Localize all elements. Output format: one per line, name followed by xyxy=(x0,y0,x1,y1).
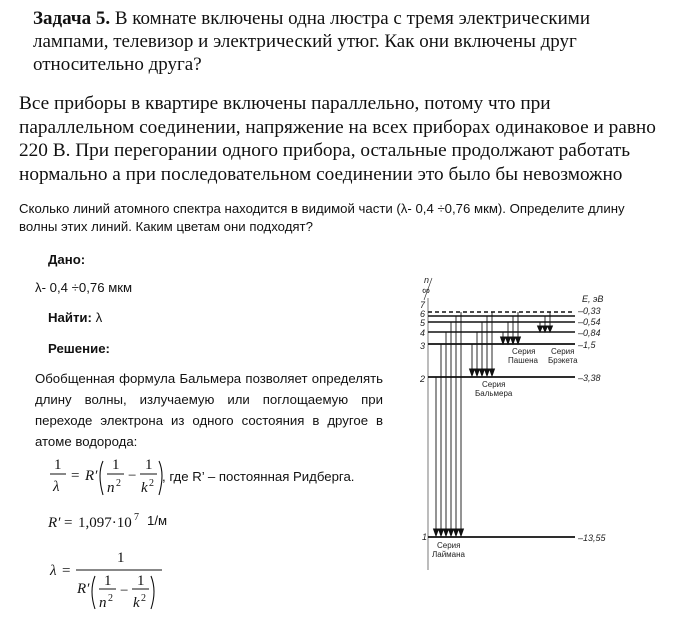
svg-text:−: − xyxy=(128,468,137,484)
rydberg-unit: 1/м xyxy=(147,513,168,528)
balmer-formula xyxy=(40,455,180,501)
rydberg-note: , где R’ – постоянная Ридберга. xyxy=(162,469,355,484)
level-2-label: 2 xyxy=(420,374,426,384)
question-text: Сколько линий атомного спектра находится в видимой части (λ- 0,4 ÷0,76 мкм). Определите длину волны этих линий. Каким цветам они подходят? xyxy=(19,201,625,234)
solution-para-last: атоме водорода: xyxy=(35,434,138,449)
level-7-label: 7 xyxy=(420,300,426,310)
svg-text:7: 7 xyxy=(134,512,139,523)
lyman-label-2: Лаймана xyxy=(432,550,465,559)
level-4-label: 4 xyxy=(420,328,426,338)
energy-n1: –13,55 xyxy=(578,533,606,543)
svg-text:k: k xyxy=(141,480,148,496)
lyman-label-1: Серия xyxy=(437,541,461,550)
svg-text:=: = xyxy=(62,563,71,579)
find-row xyxy=(48,309,102,326)
given-value: λ- 0,4 ÷0,76 мкм xyxy=(35,280,133,295)
answer-text: Все приборы в квартире включены параллельно, потому что при параллельном соединении, напряжение на всех приборах одинаковое и равно 220 В. При перегорании одного прибора, остальные продолжают работать нормально а при последовательном соединении это было бы невозможно xyxy=(19,93,656,185)
svg-text:1: 1 xyxy=(54,457,62,473)
energy-diagram-svg xyxy=(410,270,670,610)
task-statement xyxy=(33,7,653,76)
paschen-label-2: Пашена xyxy=(508,356,538,365)
energy-n3: –1,5 xyxy=(578,340,596,350)
svg-text:λ: λ xyxy=(53,479,60,495)
level-6-label: 6 xyxy=(420,309,426,319)
brackett-label-1: Серия xyxy=(551,347,575,356)
svg-text:−: − xyxy=(120,583,129,599)
energy-n2: –3,38 xyxy=(578,373,601,383)
svg-text:2: 2 xyxy=(108,593,113,604)
inf-label: ∞ xyxy=(422,285,430,297)
svg-text:n: n xyxy=(99,595,107,611)
svg-text:2: 2 xyxy=(141,593,146,604)
energy-axis-label: E, эВ xyxy=(582,294,604,304)
level-1-label: 1 xyxy=(422,532,428,542)
svg-text:1: 1 xyxy=(112,457,120,473)
svg-text:k: k xyxy=(133,595,140,611)
lambda-formula xyxy=(44,545,174,613)
n-label: n xyxy=(424,275,430,285)
svg-text:=: = xyxy=(71,468,80,484)
energy-n5: –0,54 xyxy=(578,317,601,327)
svg-text:2: 2 xyxy=(149,478,154,489)
rydberg-value xyxy=(44,510,184,534)
svg-text:n: n xyxy=(107,480,115,496)
brackett-label-2: Брэкета xyxy=(548,356,578,365)
balmer-label-2: Бальмера xyxy=(475,389,513,398)
svg-text:R′: R′ xyxy=(48,515,61,531)
task-text: В комнате включены одна люстра с тремя электрическими лампами, телевизор и электрический утюг. Как они включены друг относительно друга? xyxy=(33,8,590,75)
svg-text:R′: R′ xyxy=(85,468,98,484)
svg-text:2: 2 xyxy=(116,478,121,489)
svg-text:=: = xyxy=(64,515,73,531)
svg-text:1: 1 xyxy=(145,457,153,473)
svg-text:λ: λ xyxy=(50,563,57,579)
svg-text:1,097·10: 1,097·10 xyxy=(78,515,132,531)
svg-text:1: 1 xyxy=(137,573,145,589)
task-label: Задача 5. xyxy=(33,8,111,29)
level-5-label: 5 xyxy=(420,318,426,328)
energy-n6: –0,33 xyxy=(578,306,601,316)
energy-n4: –0,84 xyxy=(578,328,601,338)
balmer-label-1: Серия xyxy=(482,380,506,389)
paschen-label-1: Серия xyxy=(512,347,536,356)
solution-paragraph xyxy=(35,368,383,452)
svg-text:1: 1 xyxy=(104,573,112,589)
find-label: Найти: xyxy=(48,310,92,325)
find-value: λ xyxy=(95,310,103,325)
given-label: Дано: xyxy=(48,252,86,267)
level-3-label: 3 xyxy=(420,341,426,351)
svg-text:R′: R′ xyxy=(77,581,90,597)
svg-text:1: 1 xyxy=(117,550,125,566)
solution-para-main: Обобщенная формула Бальмера позволяет определять длину волны, излучаемую или поглощаемую при переходе электрона из одного состояния в другое в xyxy=(35,371,383,428)
solution-label: Решение: xyxy=(48,341,110,356)
energy-level-diagram xyxy=(410,270,670,610)
